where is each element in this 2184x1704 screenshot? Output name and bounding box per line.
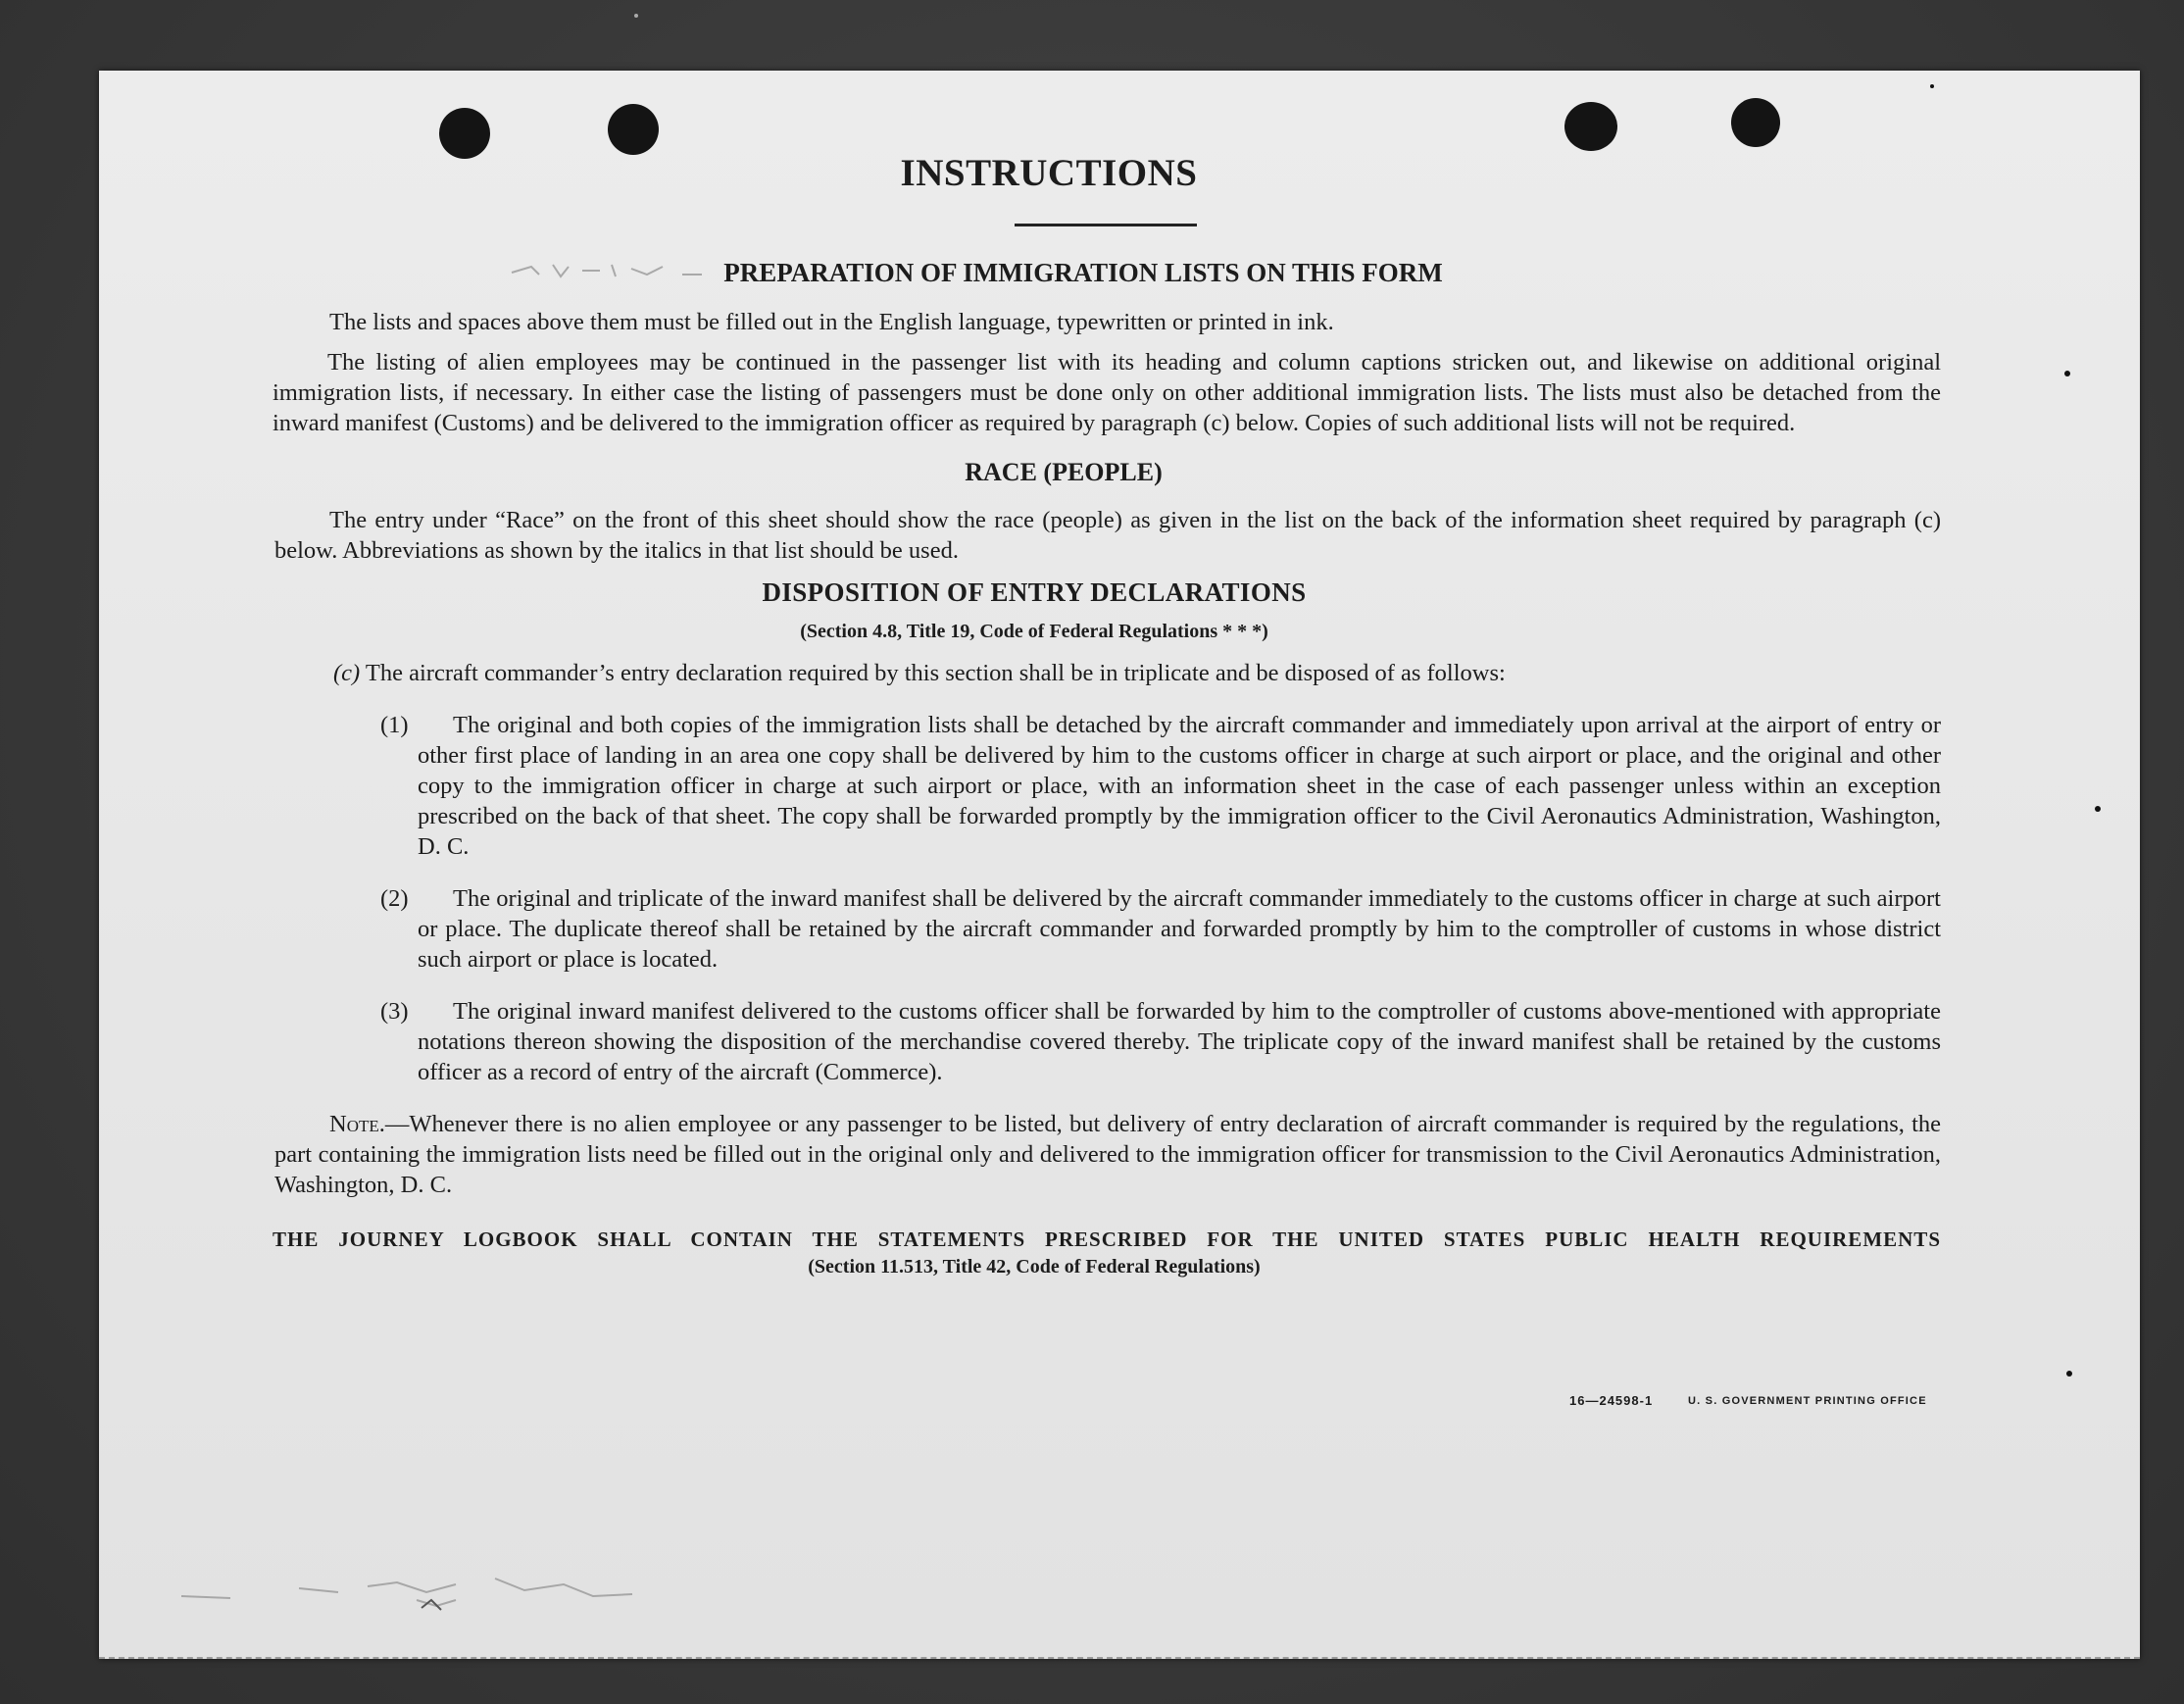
item-number: (3) — [380, 998, 409, 1025]
item-text: The original inward manifest delivered to the customs officer shall be forwarded by him to the comptroller of customs above-mentioned with appropriate notations thereon showing the disposition of the merchandise covered thereby. The triplicate copy of the inward manifest shall be retained by the customs officer as a record of entry of the aircraft (Commerce). — [418, 998, 1941, 1085]
disposition-item-3 — [274, 996, 1941, 1087]
paragraph-c-label: (c) — [333, 660, 361, 686]
race-heading: RACE (PEOPLE) — [965, 458, 1163, 486]
margin-speck — [1930, 84, 1934, 88]
note-text: —Whenever there is no alien employee or any passenger to be listed, but delivery of entry declaration of aircraft commander is required by the regulations, the part containing the immigration lists need be filled out in the original only and delivered to the immigration officer for transmission to the Civil Aeronautics Administration, Washington, D. C. — [274, 1111, 1941, 1198]
preparation-paragraph-2: The listing of alien employees may be continued in the passenger list with its heading and column captions stricken out, and likewise on additional original immigration lists, if necessary. In either case the listing of passengers must be done only on other additional immigration lists. The lists must also be detached from the inward manifest (Customs) and be delivered to the immigration officer as required by paragraph (c) below. Copies of such additional lists will not be required. — [273, 349, 1941, 436]
item-number: (1) — [380, 712, 409, 738]
item-text: The original and triplicate of the inward manifest shall be delivered by the aircraft commander immediately to the customs officer in charge at such airport or place. The duplicate thereof shall be retained by the aircraft commander and forwarded promptly by him to the comptroller of customs in whose district such airport or place is located. — [418, 885, 1941, 973]
disposition-intro-text: The aircraft commander’s entry declaration required by this section shall be in triplicate and be disposed of as follows: — [365, 660, 1506, 686]
disposition-item-2 — [274, 883, 1941, 975]
faint-scribble — [172, 1549, 681, 1618]
margin-speck — [634, 14, 638, 18]
disposition-heading: DISPOSITION OF ENTRY DECLARATIONS — [762, 577, 1307, 607]
item-number: (2) — [380, 885, 409, 912]
preparation-paragraph-1: The lists and spaces above them must be filled out in the English language, typewritten or printed in ink. — [329, 309, 1334, 335]
disposition-item-1 — [274, 710, 1941, 862]
instructions-content — [274, 98, 1941, 1278]
disposition-citation: (Section 4.8, Title 19, Code of Federal Regulations * * *) — [800, 621, 1268, 642]
margin-speck — [2064, 371, 2070, 376]
form-code: 16—24598-1 — [1569, 1393, 1654, 1408]
journey-logbook-statement: THE JOURNEY LOGBOOK SHALL CONTAIN THE STATEMENTS PRESCRIBED FOR THE UNITED STATES PUBLIC HEALTH REQUIREMENTS — [273, 1228, 1941, 1251]
note-label: Note. — [329, 1111, 385, 1137]
disposition-intro — [333, 658, 1941, 688]
race-paragraph: The entry under “Race” on the front of this sheet should show the race (people) as given in the list on the back of the information sheet required by paragraph (c) below. Abbreviations as shown by the italics in that list should be used. — [274, 507, 1941, 564]
sheet-bottom-edge — [99, 1657, 2140, 1663]
note-paragraph — [274, 1109, 1941, 1200]
journey-logbook-citation: (Section 11.513, Title 42, Code of Federal Regulations) — [808, 1256, 1261, 1278]
margin-speck — [2095, 806, 2101, 812]
title-underline — [1015, 224, 1197, 226]
printer-imprint: U. S. GOVERNMENT PRINTING OFFICE — [1688, 1395, 1927, 1407]
preparation-heading: PREPARATION OF IMMIGRATION LISTS ON THIS FORM — [723, 258, 1443, 287]
page-title: INSTRUCTIONS — [900, 152, 1198, 194]
item-text: The original and both copies of the immigration lists shall be detached by the aircraft commander and immediately upon arrival at the airport of entry or other first place of landing in an area one copy shall be delivered by him to the customs officer in charge at such airport or place, and the original and other copy to the immigration officer in charge at such airport or place, with an information sheet in the case of each passenger unless within an exception prescribed on the back of that sheet. The copy shall be forwarded promptly by the immigration officer to the Civil Aeronautics Administration, Washington, D. C. — [418, 712, 1941, 860]
margin-speck — [2066, 1371, 2072, 1377]
